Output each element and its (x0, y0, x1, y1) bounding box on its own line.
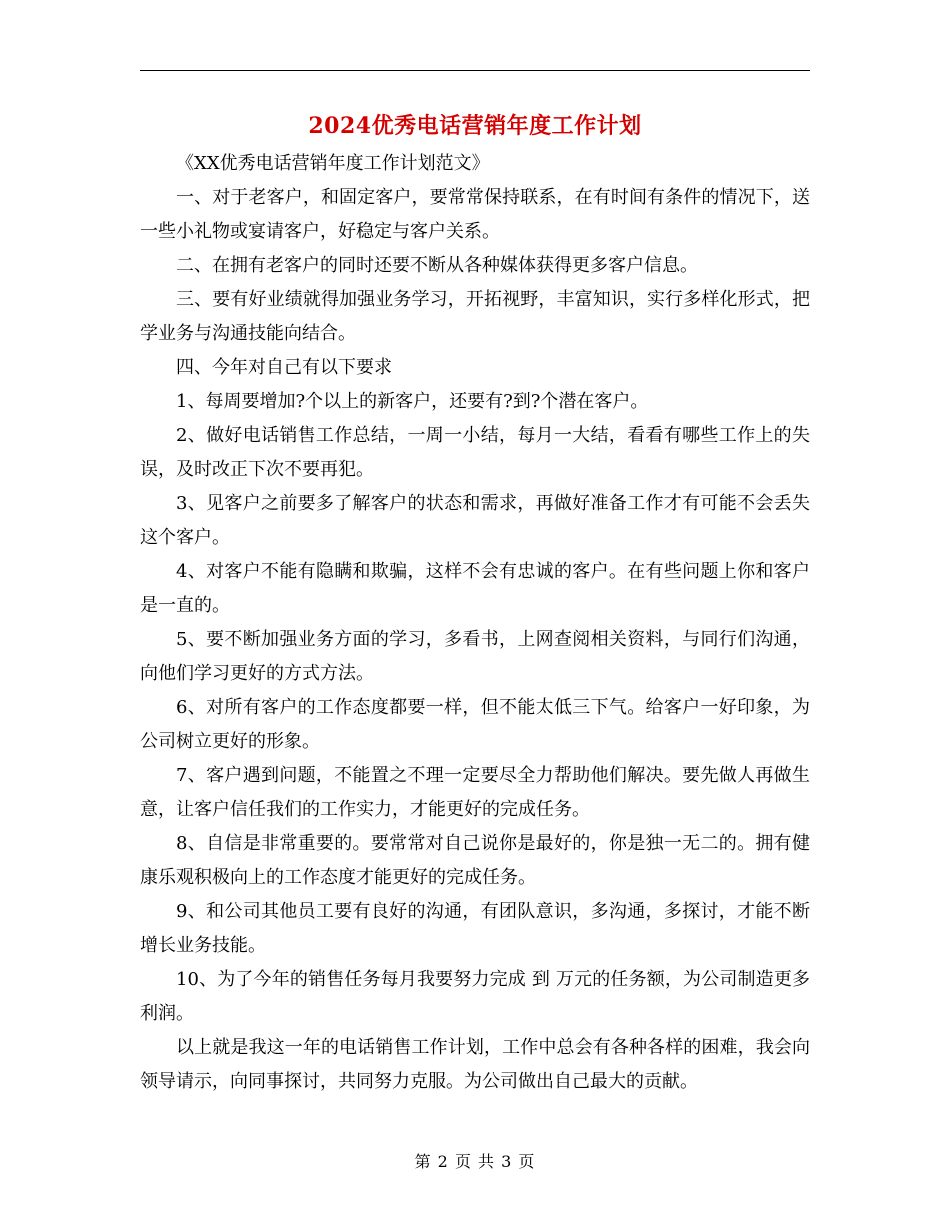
page-number-footer: 第 2 页 共 3 页 (414, 1152, 536, 1171)
paragraph-subtitle: 《XX优秀电话营销年度工作计划范文》 (176, 153, 490, 174)
list-item-6: 6、对所有客户的工作态度都要一样，但不能太低三下气。给客户一好印象，为公司树立更好的形象。 (140, 697, 810, 752)
list-item-7: 7、客户遇到问题，不能置之不理一定要尽全力帮助他们解决。要先做人再做生意，让客户信任我们的工作实力，才能更好的完成任务。 (140, 765, 810, 820)
list-item-3: 3、见客户之前要多了解客户的状态和需求，再做好准备工作才有可能不会丢失这个客户。 (140, 493, 810, 548)
list-item-8: 8、自信是非常重要的。要常常对自己说你是最好的，你是独一无二的。拥有健康乐观积极向上的工作态度才能更好的完成任务。 (140, 833, 810, 888)
document-body (140, 147, 810, 1099)
document-title: 2024优秀电话营销年度工作计划 (308, 113, 642, 139)
paragraph-1: 一、对于老客户，和固定客户，要常常保持联系，在有时间有条件的情况下，送一些小礼物或宴请客户，好稳定与客户关系。 (140, 187, 810, 242)
list-item-1: 1、每周要增加?个以上的新客户，还要有?到?个潜在客户。 (176, 391, 649, 412)
list-item-2: 2、做好电话销售工作总结，一周一小结，每月一大结，看看有哪些工作上的失误，及时改正下次不要再犯。 (140, 425, 810, 480)
list-item-5: 5、要不断加强业务方面的学习，多看书，上网查阅相关资料，与同行们沟通，向他们学习更好的方式方法。 (140, 629, 810, 684)
list-item-4: 4、对客户不能有隐瞒和欺骗，这样不会有忠诚的客户。在有些问题上你和客户是一直的。 (140, 561, 810, 616)
list-item-10: 10、为了今年的销售任务每月我要努力完成 到 万元的任务额，为公司制造更多利润。 (140, 969, 810, 1024)
paragraph-3: 三、要有好业绩就得加强业务学习，开拓视野，丰富知识，实行多样化形式，把学业务与沟通技能向结合。 (140, 289, 810, 344)
paragraph-2: 二、在拥有老客户的同时还要不断从各种媒体获得更多客户信息。 (176, 255, 698, 276)
list-item-9: 9、和公司其他员工要有良好的沟通，有团队意识，多沟通，多探讨，才能不断增长业务技能。 (140, 901, 810, 956)
header-rule (140, 70, 810, 71)
paragraph-conclusion: 以上就是我这一年的电话销售工作计划，工作中总会有各种各样的困难，我会向领导请示，向同事探讨，共同努力克服。为公司做出自己最大的贡献。 (140, 1037, 810, 1092)
paragraph-4: 四、今年对自己有以下要求 (176, 357, 392, 378)
